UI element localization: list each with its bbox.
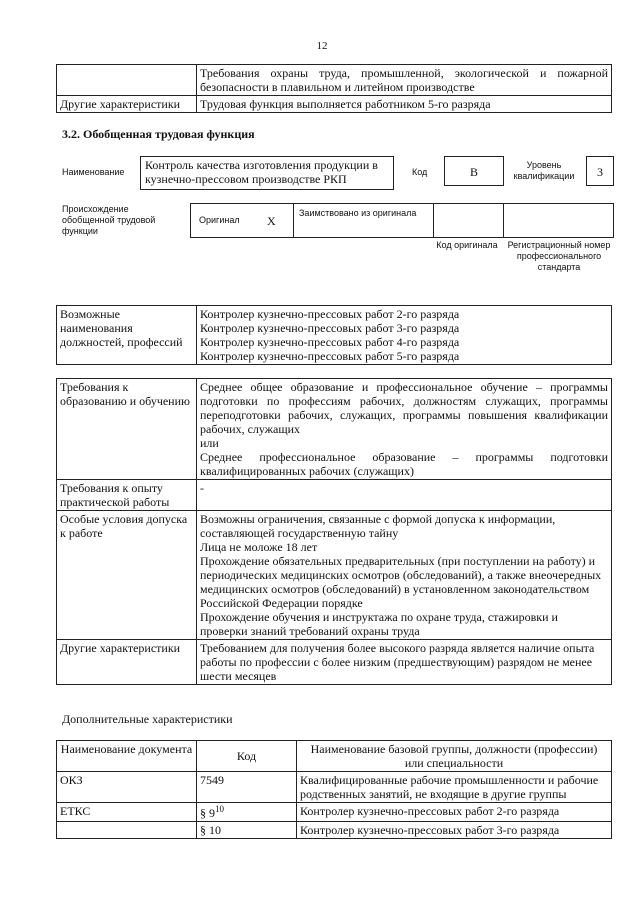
additional-name-cell: Контролер кузнечно-прессовых работ 3-го разряда (297, 822, 612, 839)
experience-label: Требования к опыту практической работы (57, 480, 197, 511)
table-row (57, 772, 612, 803)
additional-title: Дополнительные характеристики (62, 712, 233, 726)
education-line: или (200, 436, 219, 450)
additional-name-cell: Квалифицированные рабочие промышленности и рабочие родственных занятий, не входящие в другие группы (297, 772, 612, 803)
special-line: Возможны ограничения, связанные с формой допуска к информации, составляющей государственную тайну (200, 512, 556, 540)
education-label: Требования к образованию и обучению (57, 379, 197, 480)
position-item: Контролер кузнечно-прессовых работ 4-го разряда (200, 335, 460, 349)
page-number: 12 (316, 40, 328, 52)
origin-original-label: Оригинал (199, 215, 240, 225)
positions-label: Возможные наименования должностей, профессий (57, 306, 197, 365)
origin-divider-3 (503, 203, 504, 238)
origin-divider-2 (433, 203, 434, 238)
special-line: Прохождение обязательных предварительных (при поступлении на работу) и периодических медицинских осмотров (обследований), а также внеочередных медицинских осмотров (обследований) в установленном законодательством Российской Федерации порядке (200, 554, 602, 610)
additional-code-cell: § 10 (197, 822, 297, 839)
additional-code-cell: 7549 (197, 772, 297, 803)
table-row (57, 803, 612, 822)
positions-table (56, 305, 612, 365)
additional-name-cell: Контролер кузнечно-прессовых работ 2-го разряда (297, 803, 612, 822)
other-value: Требованием для получения более высокого разряда является наличие опыта работы по профессии с более низким (предшествующим) разрядом не менее шести месяцев (197, 640, 612, 685)
section-title: 3.2. Обобщенная трудовая функция (62, 127, 255, 141)
education-line: Среднее общее образование и профессиональное обучение – программы подготовки по профессиям рабочих, должностям служащих, программы переподготовки рабочих, служащих, программы повышения квалификации рабочих, служащих (200, 380, 608, 436)
special-label: Особые условия допуска к работе (57, 511, 197, 640)
name-value: Контроль качества изготовления продукции в кузнечно-прессовом производстве РКП (140, 156, 394, 190)
origin-label: Происхождение обобщенной трудовой функции (62, 204, 156, 236)
top-table (56, 64, 612, 113)
experience-value: - (197, 480, 612, 511)
origin-divider-1 (293, 203, 294, 238)
top-table-row2-label: Другие характеристики (57, 96, 197, 113)
code-value: В (444, 156, 504, 186)
origin-code-orig-label: Код оригинала (436, 240, 498, 250)
origin-original-mark: Х (267, 214, 276, 228)
other-label: Другие характеристики (57, 640, 197, 685)
table-row (57, 822, 612, 839)
code-label: Код (412, 167, 428, 177)
position-item: Контролер кузнечно-прессовых работ 2-го разряда (200, 307, 460, 321)
additional-doc-cell: ЕТКС (57, 803, 197, 822)
additional-doc-cell: ОКЗ (57, 772, 197, 803)
additional-code-cell (197, 803, 297, 822)
top-table-row2-text: Трудовая функция выполняется работником 5-го разряда (197, 96, 612, 113)
special-line: Лица не моложе 18 лет (200, 540, 318, 554)
additional-table (56, 740, 612, 839)
special-line: Прохождение обучения и инструктажа по охране труда, стажировки и проверки знаний требований охраны труда (200, 610, 558, 638)
name-label: Наименование (62, 167, 125, 177)
origin-reg-label: Регистрационный номер профессионального стандарта (507, 240, 611, 272)
additional-code-text: § 9 (200, 806, 215, 820)
additional-header-name: Наименование базовой группы, должности (профессии) или специальности (297, 741, 612, 772)
requirements-table (56, 378, 612, 685)
position-item: Контролер кузнечно-прессовых работ 5-го разряда (200, 349, 460, 363)
position-item: Контролер кузнечно-прессовых работ 3-го разряда (200, 321, 460, 335)
additional-doc-cell (57, 822, 197, 839)
additional-header-doc: Наименование документа (57, 741, 197, 772)
top-table-empty-cell (57, 65, 197, 96)
origin-borrowed-label: Заимствовано из оригинала (299, 208, 417, 218)
origin-table (190, 203, 614, 238)
level-label: Уровень квалификации (513, 160, 575, 181)
additional-header-code: Код (197, 741, 297, 772)
top-table-row1-text: Требования охраны труда, промышленной, экологической и пожарной безопасности в плавильном и литейном производстве (197, 65, 612, 96)
footnote-ref: 10 (215, 804, 224, 814)
education-line: Среднее профессиональное образование – программы подготовки квалифицированных рабочих (служащих) (200, 450, 608, 478)
level-value: 3 (586, 156, 614, 186)
